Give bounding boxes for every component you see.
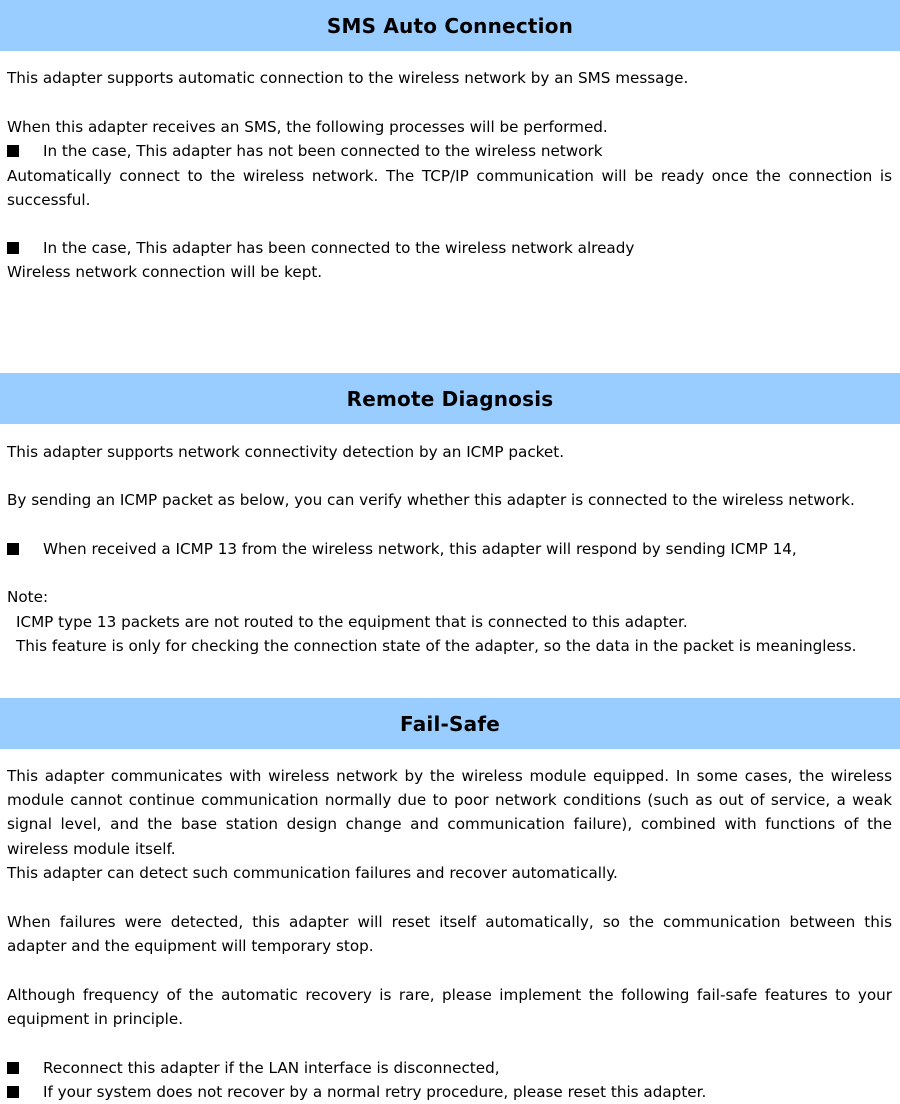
list-item (7, 139, 892, 163)
section-header-sms (0, 0, 900, 51)
paragraph: Wireless network connection will be kept. (7, 263, 323, 281)
section-title: Remote Diagnosis (346, 386, 554, 411)
paragraph: module cannot continue communication normally due to poor network conditions (such as out of service, a weak (7, 791, 892, 809)
paragraph: successful. (7, 191, 91, 209)
paragraph: This adapter supports network connectivity detection by an ICMP packet. (7, 443, 565, 461)
paragraph: equipment in principle. (7, 1010, 184, 1028)
square-bullet-icon (7, 1056, 43, 1080)
paragraph: When failures were detected, this adapter will reset itself automatically, so the communication between this (7, 913, 892, 931)
paragraph: This adapter communicates with wireless network by the wireless module equipped. In some cases, the wireless (7, 767, 892, 785)
square-bullet-icon (7, 537, 43, 561)
paragraph: When this adapter receives an SMS, the following processes will be performed. (7, 118, 608, 136)
list-item (7, 537, 892, 561)
list-item (7, 1080, 892, 1104)
paragraph: By sending an ICMP packet as below, you can verify whether this adapter is connected to the wireless network. (7, 491, 855, 509)
list-item-text: If your system does not recover by a normal retry procedure, please reset this adapter. (43, 1083, 707, 1101)
list-item (7, 1056, 892, 1080)
square-bullet-icon (7, 236, 43, 260)
list-item (7, 236, 892, 260)
paragraph: Although frequency of the automatic recovery is rare, please implement the following fail-safe features to your (7, 986, 892, 1004)
note-line: This feature is only for checking the connection state of the adapter, so the data in the packet is meaningless. (16, 637, 857, 655)
list-item-text: In the case, This adapter has been connected to the wireless network already (43, 239, 635, 257)
section-header-remote (0, 373, 900, 424)
paragraph: adapter and the equipment will temporary stop. (7, 937, 374, 955)
section-title: Fail-Safe (400, 711, 500, 736)
paragraph: signal level, and the base station design change and communication failure), combined with functions of the (7, 815, 892, 833)
list-item-text: In the case, This adapter has not been connected to the wireless network (43, 142, 603, 160)
list-item-text: When received a ICMP 13 from the wireless network, this adapter will respond by sending ICMP 14, (43, 540, 797, 558)
square-bullet-icon (7, 139, 43, 163)
paragraph: This adapter supports automatic connection to the wireless network by an SMS message. (7, 69, 689, 87)
paragraph: This adapter can detect such communication failures and recover automatically. (7, 864, 618, 882)
paragraph: Automatically connect to the wireless network. The TCP/IP communication will be ready once the connection is (7, 167, 892, 185)
list-item-text: Reconnect this adapter if the LAN interface is disconnected, (43, 1059, 500, 1077)
paragraph: wireless module itself. (7, 840, 176, 858)
note-line: ICMP type 13 packets are not routed to the equipment that is connected to this adapter. (16, 613, 688, 631)
section-title: SMS Auto Connection (326, 13, 574, 38)
note-label: Note: (7, 588, 49, 606)
square-bullet-icon (7, 1080, 43, 1104)
section-header-failsafe (0, 698, 900, 749)
